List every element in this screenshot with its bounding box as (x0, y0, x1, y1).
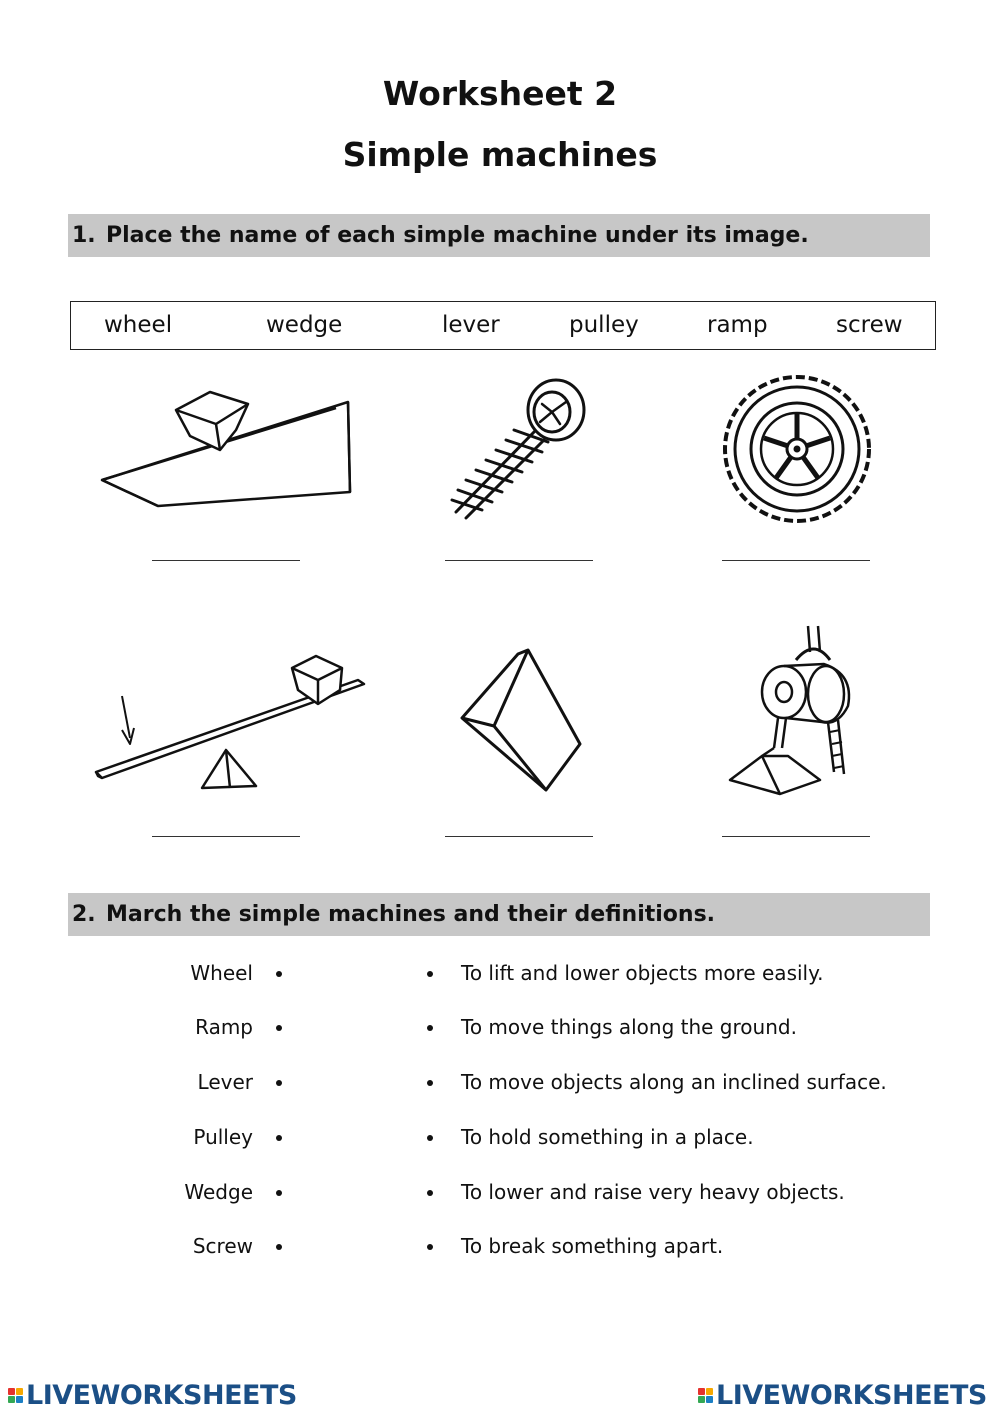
match-definition: To lift and lower objects more easily. (461, 961, 824, 985)
section-1-instruction: Place the name of each simple machine under its image. (106, 223, 809, 248)
brand-text: LIVEWORKSHEETS (716, 1379, 987, 1411)
section-2-header (68, 893, 930, 936)
answer-blank[interactable] (152, 559, 300, 561)
match-dot-right[interactable] (427, 1190, 433, 1196)
screw-picture (444, 376, 592, 522)
match-definition: To lower and raise very heavy objects. (461, 1180, 845, 1204)
match-dot-left[interactable] (276, 1190, 282, 1196)
match-term: Pulley (193, 1125, 253, 1149)
match-dot-left[interactable] (276, 1135, 282, 1141)
lever-picture (92, 650, 370, 794)
match-dot-right[interactable] (427, 971, 433, 977)
word-bank-item[interactable]: ramp (707, 312, 768, 338)
match-dot-right[interactable] (427, 1244, 433, 1250)
match-term: Ramp (195, 1015, 253, 1039)
match-definition: To move objects along an inclined surface. (461, 1070, 887, 1094)
word-bank-item[interactable]: wheel (104, 312, 173, 338)
match-dot-right[interactable] (427, 1025, 433, 1031)
liveworksheets-logo-right[interactable] (698, 1378, 987, 1412)
ramp-picture (98, 388, 356, 512)
match-dot-left[interactable] (276, 1025, 282, 1031)
match-definition: To break something apart. (461, 1234, 724, 1258)
word-bank-item[interactable]: lever (442, 312, 500, 338)
wedge-picture (458, 646, 586, 794)
word-bank-item[interactable]: pulley (569, 312, 639, 338)
worksheet-subtitle: Simple machines (342, 135, 658, 174)
word-bank-item[interactable]: wedge (266, 312, 343, 338)
answer-blank[interactable] (445, 835, 593, 837)
match-term: Wedge (184, 1180, 253, 1204)
answer-blank[interactable] (152, 835, 300, 837)
liveworksheets-badge-icon (698, 1388, 713, 1403)
answer-blank[interactable] (722, 559, 870, 561)
match-term: Screw (192, 1234, 253, 1258)
section-2-instruction: March the simple machines and their definitions. (106, 902, 716, 927)
match-dot-left[interactable] (276, 1244, 282, 1250)
worksheet-title: Worksheet 2 (382, 74, 618, 113)
answer-blank[interactable] (722, 835, 870, 837)
brand-text: LIVEWORKSHEETS (26, 1379, 297, 1411)
match-term: Lever (197, 1070, 253, 1094)
pulley-picture (726, 624, 872, 796)
match-definition: To hold something in a place. (461, 1125, 754, 1149)
match-dot-right[interactable] (427, 1080, 433, 1086)
match-definition: To move things along the ground. (461, 1015, 797, 1039)
section-1-header (68, 214, 930, 257)
match-dot-left[interactable] (276, 1080, 282, 1086)
word-bank (70, 301, 936, 350)
match-dot-right[interactable] (427, 1135, 433, 1141)
liveworksheets-logo-left[interactable] (8, 1378, 297, 1412)
match-term: Wheel (190, 961, 253, 985)
word-bank-item[interactable]: screw (836, 312, 903, 338)
liveworksheets-badge-icon (8, 1388, 23, 1403)
section-2-number: 2. (72, 902, 96, 927)
wheel-picture (720, 374, 874, 524)
match-dot-left[interactable] (276, 971, 282, 977)
answer-blank[interactable] (445, 559, 593, 561)
section-1-number: 1. (72, 223, 96, 248)
